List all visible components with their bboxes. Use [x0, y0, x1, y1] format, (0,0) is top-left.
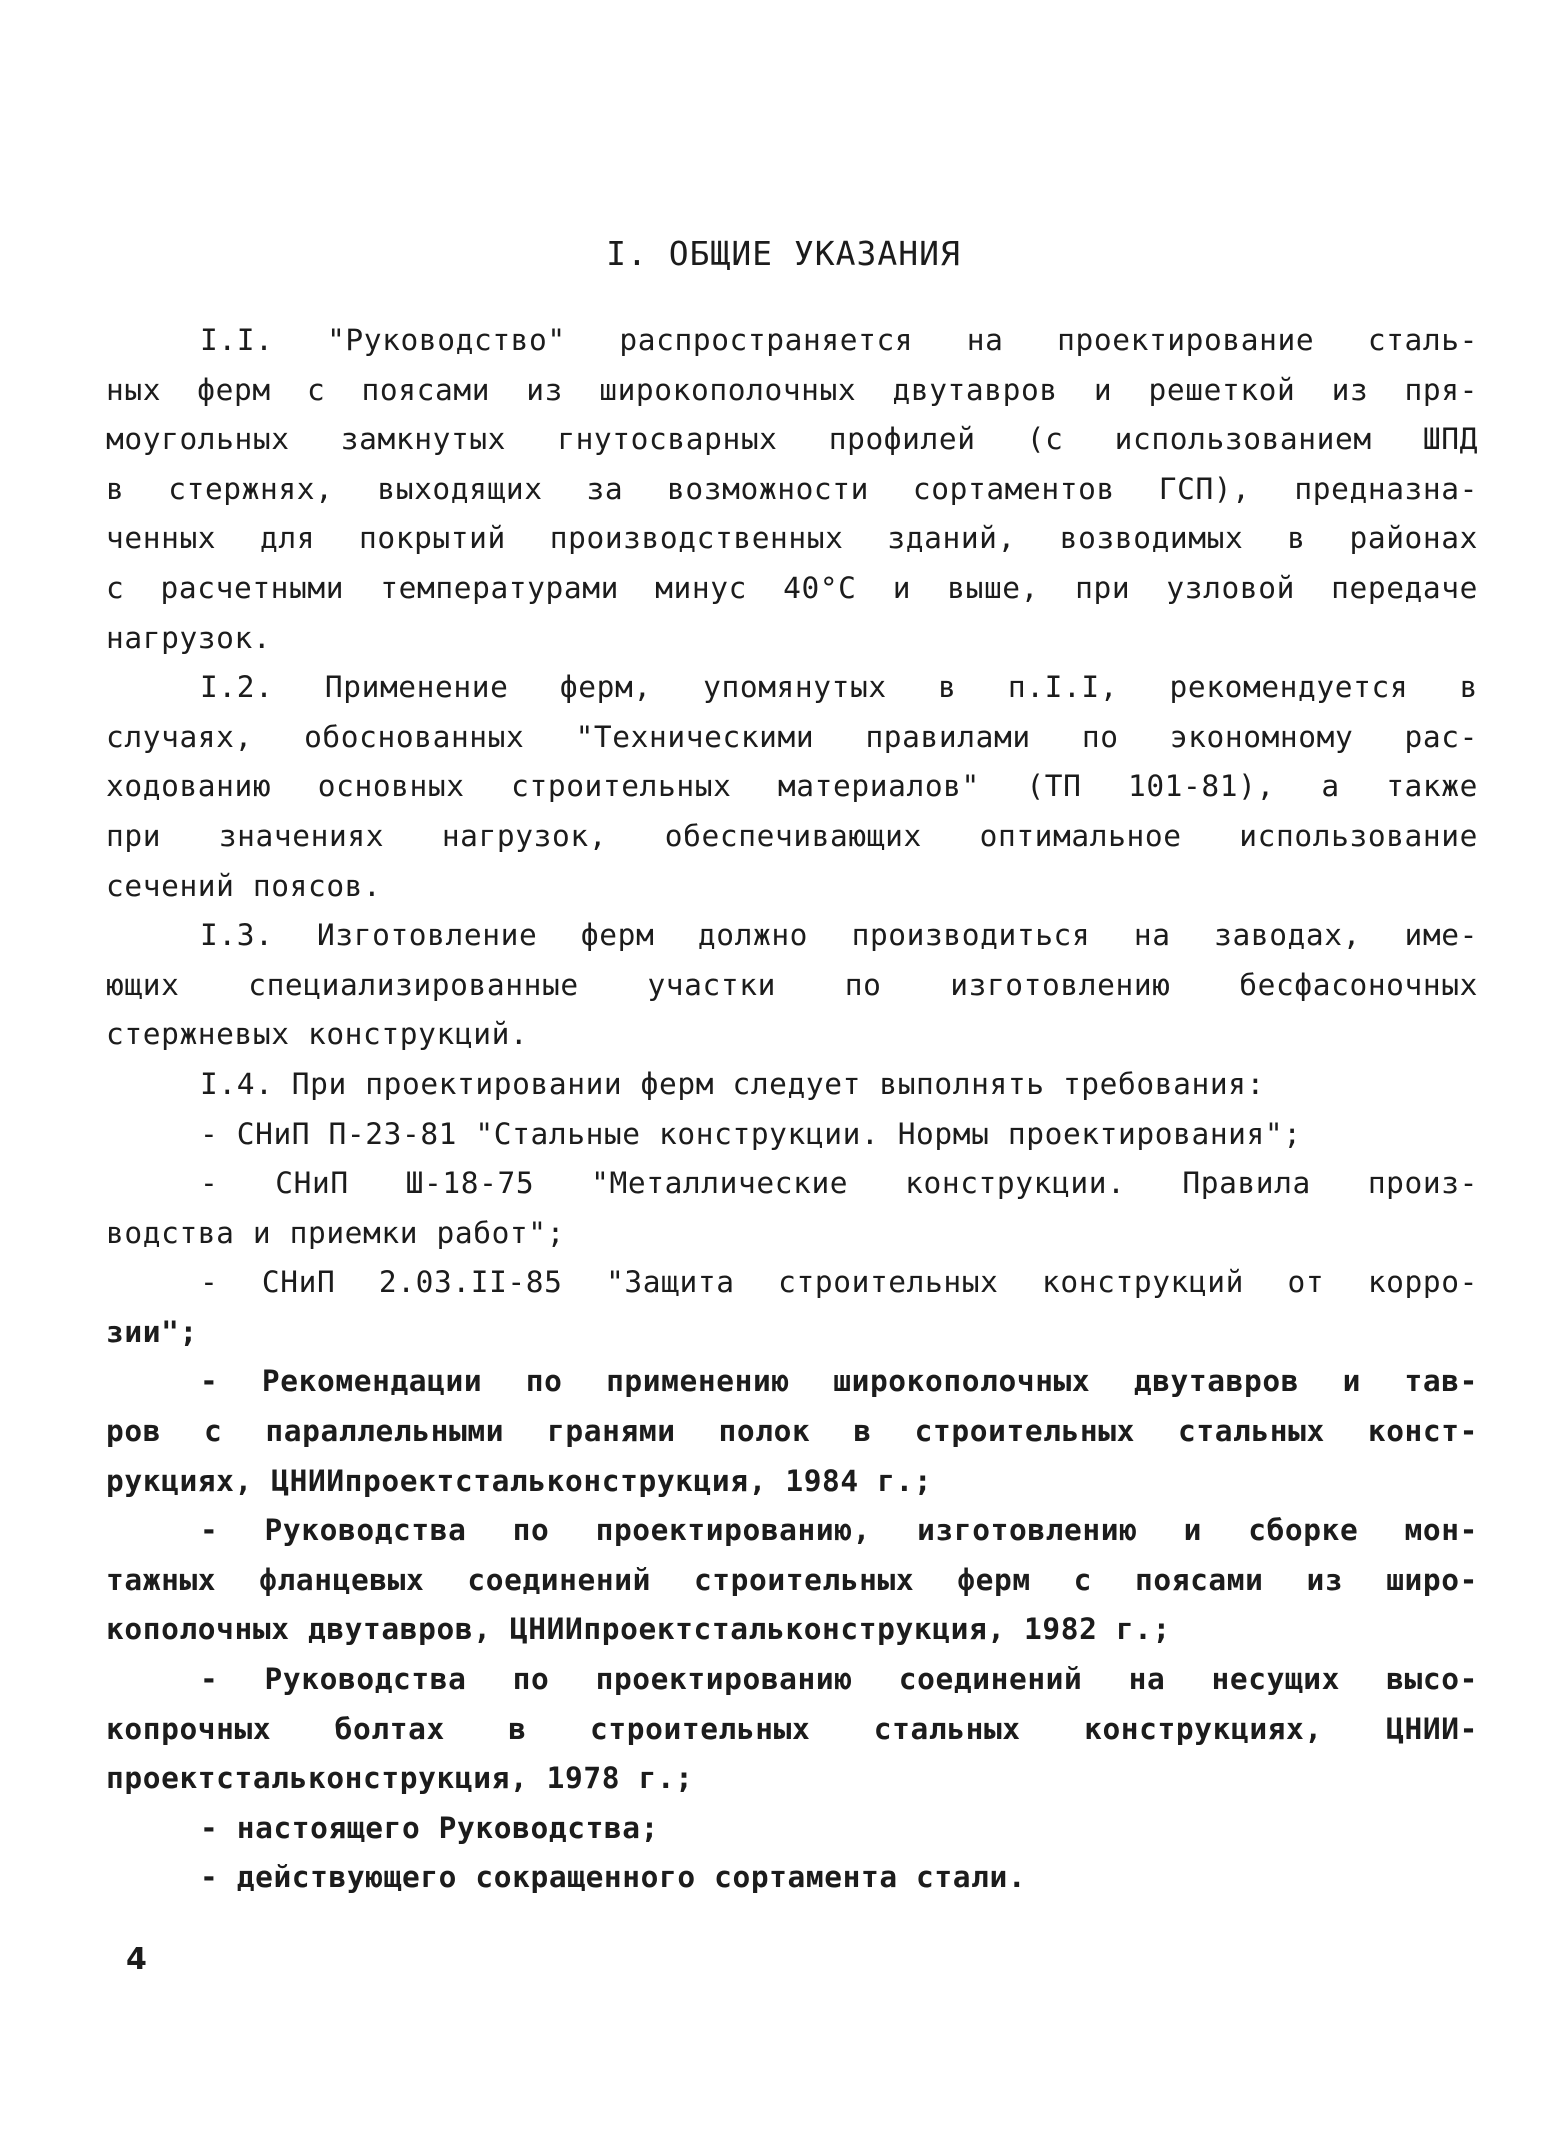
text-line: случаях, обоснованных "Техническими правилами по экономному рас- — [106, 719, 1478, 754]
text-line: I.I. "Руководство" распространяется на проектирование сталь- — [200, 323, 1478, 357]
text-line: копрочных болтах в строительных стальных конструкциях, ЦНИИ- — [106, 1711, 1478, 1746]
text-line: - СНиП П-23-81 "Стальные конструкции. Нормы проектирования"; — [200, 1116, 1302, 1151]
text-line: тажных фланцевых соединений строительных ферм с поясами из широ- — [106, 1562, 1478, 1597]
text-line: - СНиП Ш-18-75 "Металлические конструкции. Правила произ- — [200, 1166, 1478, 1201]
text-line: зии"; — [106, 1314, 198, 1349]
text-line: сечений поясов. — [106, 868, 382, 903]
text-line: - действующего сокращенного сортамента стали. — [200, 1860, 1027, 1895]
page-number: 4 — [126, 1942, 147, 1977]
text-line: ных ферм с поясами из широкополочных двутавров и решеткой из пря- — [106, 372, 1478, 407]
text-line: стержневых конструкций. — [106, 1017, 529, 1052]
text-line: рукциях, ЦНИИпроектстальконструкция, 1984 г.; — [106, 1463, 933, 1498]
text-line: - настоящего Руководства; — [200, 1810, 660, 1845]
text-line: моугольных замкнутых гнутосварных профилей (с использованием ШПД — [106, 422, 1478, 457]
section-heading: I. ОБЩИЕ УКАЗАНИЯ — [606, 234, 961, 273]
text-line: в стержнях, выходящих за возможности сортаментов ГСП), предназна- — [106, 471, 1478, 506]
text-line: I.3. Изготовление ферм должно производиться на заводах, име- — [200, 918, 1478, 953]
text-line: ченных для покрытий производственных зданий, возводимых в районах — [106, 521, 1478, 556]
body-text — [106, 316, 1478, 1903]
text-line: кополочных двутавров, ЦНИИпроектстальконструкция, 1982 г.; — [106, 1612, 1171, 1647]
text-line: - Руководства по проектированию, изготовлению и сборке мон- — [200, 1513, 1478, 1548]
text-line: - Рекомендации по применению широкополочных двутавров и тав- — [200, 1364, 1478, 1399]
text-line: - СНиП 2.03.II-85 "Защита строительных конструкций от корро- — [200, 1265, 1478, 1300]
text-line: нагрузок. — [106, 620, 272, 655]
text-line: с расчетными температурами минус 40°С и выше, при узловой передаче — [106, 570, 1478, 605]
text-line: - Руководства по проектированию соединений на несущих высо- — [200, 1662, 1478, 1697]
text-line: ходованию основных строительных материалов" (ТП 101-81), а также — [106, 769, 1478, 804]
text-line: I.4. При проектировании ферм следует выполнять требования: — [200, 1066, 1265, 1101]
text-line: проектстальконструкция, 1978 г.; — [106, 1761, 694, 1796]
text-line: водства и приемки работ"; — [106, 1215, 566, 1250]
text-line: при значениях нагрузок, обеспечивающих оптимальное использование — [106, 818, 1478, 853]
text-line: ров с параллельными гранями полок в строительных стальных конст- — [106, 1414, 1478, 1449]
text-line: ющих специализированные участки по изготовлению бесфасоночных — [106, 967, 1478, 1002]
text-line: I.2. Применение ферм, упомянутых в п.I.I, рекомендуется в — [200, 670, 1478, 705]
